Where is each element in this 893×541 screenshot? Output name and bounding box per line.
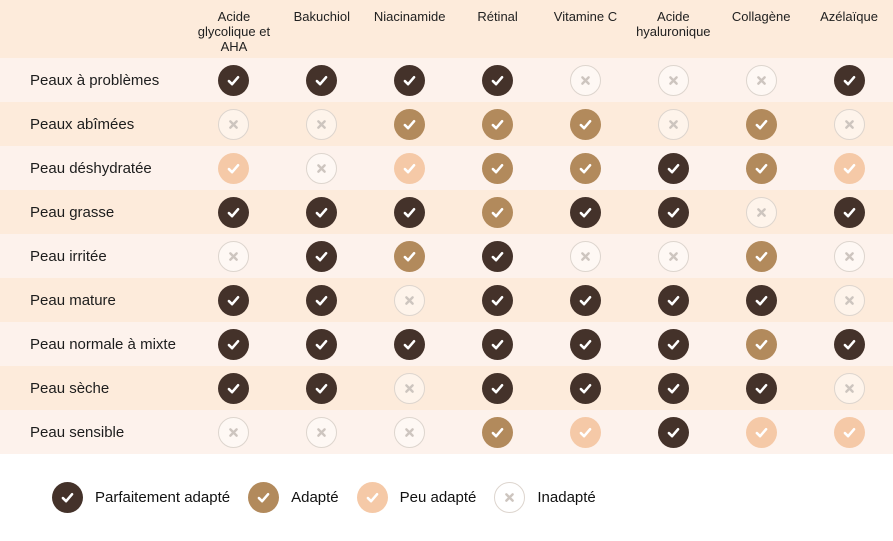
check-glyph [489, 380, 506, 397]
matrix-cell [542, 197, 630, 228]
perfect-check-icon [658, 417, 689, 448]
matrix-cell [717, 65, 805, 96]
cross-glyph [401, 380, 418, 397]
check-glyph [665, 336, 682, 353]
cross-glyph [841, 380, 858, 397]
perfect-check-icon [394, 65, 425, 96]
column-header: Acide glycolique et AHA [197, 9, 271, 54]
cross-glyph [401, 292, 418, 309]
matrix-cell [454, 417, 542, 448]
good-check-icon [570, 109, 601, 140]
table-row [0, 322, 893, 366]
matrix-cell [629, 329, 717, 360]
good-check-icon [570, 153, 601, 184]
matrix-cell [278, 109, 366, 140]
check-glyph [577, 160, 594, 177]
check-glyph [841, 336, 858, 353]
inadapted-x-icon [394, 285, 425, 316]
good-check-icon [746, 109, 777, 140]
good-check-icon [482, 109, 513, 140]
perfect-check-icon [834, 329, 865, 360]
inadapted-x-icon [746, 65, 777, 96]
matrix-cell [542, 241, 630, 272]
perfect-check-icon [570, 373, 601, 404]
legend-label: Parfaitement adapté [95, 489, 231, 506]
matrix-cell [805, 109, 893, 140]
matrix-cell [717, 373, 805, 404]
check-glyph [665, 204, 682, 221]
check-glyph [59, 489, 76, 506]
check-glyph [225, 72, 242, 89]
check-glyph [489, 292, 506, 309]
matrix-cell [190, 285, 278, 316]
matrix-cell [278, 285, 366, 316]
inadapted-x-icon [494, 482, 525, 513]
inadapted-x-icon [834, 241, 865, 272]
inadapted-x-icon [834, 373, 865, 404]
perfect-check-icon [218, 197, 249, 228]
inadapted-x-icon [834, 109, 865, 140]
cross-glyph [313, 160, 330, 177]
matrix-cell [278, 373, 366, 404]
matrix-cell [190, 65, 278, 96]
matrix-cell [366, 417, 454, 448]
check-glyph [255, 489, 272, 506]
check-glyph [665, 424, 682, 441]
perfect-check-icon [482, 373, 513, 404]
perfect-check-icon [658, 373, 689, 404]
check-glyph [225, 160, 242, 177]
check-glyph [489, 336, 506, 353]
cross-glyph [841, 292, 858, 309]
table-row [0, 190, 893, 234]
check-glyph [841, 72, 858, 89]
check-glyph [665, 380, 682, 397]
check-glyph [841, 204, 858, 221]
column-header: Vitamine C [553, 9, 618, 24]
matrix-cell [190, 109, 278, 140]
inadapted-x-icon [746, 197, 777, 228]
inadapted-x-icon [658, 109, 689, 140]
matrix-cell [717, 109, 805, 140]
legend-item [494, 482, 595, 513]
legend-item [357, 482, 477, 513]
cross-glyph [501, 489, 518, 506]
inadapted-x-icon [306, 109, 337, 140]
row-label: Peau sèche [30, 379, 110, 397]
check-glyph [841, 160, 858, 177]
low-check-icon [834, 417, 865, 448]
matrix-cell [366, 109, 454, 140]
matrix-cell [629, 285, 717, 316]
matrix-cell [190, 153, 278, 184]
check-glyph [401, 72, 418, 89]
perfect-check-icon [482, 65, 513, 96]
good-check-icon [482, 153, 513, 184]
inadapted-x-icon [306, 153, 337, 184]
check-glyph [489, 204, 506, 221]
cross-glyph [753, 72, 770, 89]
cross-glyph [841, 116, 858, 133]
check-glyph [489, 424, 506, 441]
matrix-cell [190, 373, 278, 404]
inadapted-x-icon [218, 241, 249, 272]
good-check-icon [482, 197, 513, 228]
row-label: Peau déshydratée [30, 159, 152, 177]
check-glyph [489, 248, 506, 265]
check-glyph [665, 160, 682, 177]
good-check-icon [746, 153, 777, 184]
matrix-cell [805, 285, 893, 316]
perfect-check-icon [482, 285, 513, 316]
matrix-cell [278, 329, 366, 360]
matrix-cell [805, 65, 893, 96]
row-label: Peau normale à mixte [30, 335, 176, 353]
cross-glyph [753, 204, 770, 221]
column-header: Bakuchiol [293, 9, 350, 24]
check-glyph [313, 72, 330, 89]
low-check-icon [357, 482, 388, 513]
perfect-check-icon [218, 285, 249, 316]
matrix-cell [542, 417, 630, 448]
cross-glyph [225, 116, 242, 133]
cross-glyph [665, 72, 682, 89]
matrix-cell [542, 329, 630, 360]
perfect-check-icon [658, 197, 689, 228]
check-glyph [225, 204, 242, 221]
perfect-check-icon [306, 373, 337, 404]
perfect-check-icon [570, 329, 601, 360]
cross-glyph [401, 424, 418, 441]
column-header: Azélaïque [820, 9, 878, 24]
inadapted-x-icon [658, 241, 689, 272]
matrix-cell [805, 329, 893, 360]
matrix-cell [629, 417, 717, 448]
perfect-check-icon [218, 373, 249, 404]
matrix-cell [805, 241, 893, 272]
matrix-cell [278, 65, 366, 96]
matrix-cell [629, 241, 717, 272]
row-label: Peau grasse [30, 203, 115, 221]
check-glyph [841, 424, 858, 441]
legend-label: Inadapté [537, 489, 596, 506]
perfect-check-icon [306, 241, 337, 272]
check-glyph [753, 248, 770, 265]
matrix-cell [717, 417, 805, 448]
matrix-cell [629, 65, 717, 96]
matrix-cell [629, 109, 717, 140]
matrix-cell [454, 109, 542, 140]
check-glyph [577, 380, 594, 397]
good-check-icon [394, 241, 425, 272]
table-row [0, 102, 893, 146]
inadapted-x-icon [306, 417, 337, 448]
matrix-cell [278, 197, 366, 228]
table-row [0, 366, 893, 410]
cross-glyph [665, 248, 682, 265]
perfect-check-icon [394, 197, 425, 228]
matrix-cell [717, 329, 805, 360]
perfect-check-icon [746, 285, 777, 316]
matrix-cell [366, 373, 454, 404]
table-row [0, 278, 893, 322]
legend-item [52, 482, 230, 513]
matrix-cell [542, 153, 630, 184]
check-glyph [313, 292, 330, 309]
cross-glyph [313, 424, 330, 441]
cross-glyph [577, 248, 594, 265]
inadapted-x-icon [658, 65, 689, 96]
good-check-icon [746, 241, 777, 272]
matrix-cell [366, 65, 454, 96]
row-label: Peaux à problèmes [30, 71, 160, 89]
good-check-icon [746, 329, 777, 360]
perfect-check-icon [218, 329, 249, 360]
check-glyph [489, 116, 506, 133]
matrix-cell [629, 373, 717, 404]
perfect-check-icon [746, 373, 777, 404]
check-glyph [225, 292, 242, 309]
matrix-cell [805, 153, 893, 184]
check-glyph [225, 380, 242, 397]
row-label: Peau sensible [30, 423, 125, 441]
inadapted-x-icon [218, 417, 249, 448]
check-glyph [665, 292, 682, 309]
perfect-check-icon [306, 197, 337, 228]
perfect-check-icon [658, 329, 689, 360]
matrix-cell [454, 197, 542, 228]
matrix-cell [542, 285, 630, 316]
check-glyph [401, 336, 418, 353]
matrix-cell [717, 241, 805, 272]
perfect-check-icon [570, 285, 601, 316]
perfect-check-icon [306, 285, 337, 316]
good-check-icon [248, 482, 279, 513]
table-row [0, 58, 893, 102]
cross-glyph [665, 116, 682, 133]
column-header: Collagène [731, 9, 791, 24]
check-glyph [225, 336, 242, 353]
matrix-cell [805, 373, 893, 404]
check-glyph [753, 380, 770, 397]
good-check-icon [482, 417, 513, 448]
matrix-cell [278, 417, 366, 448]
perfect-check-icon [306, 65, 337, 96]
check-glyph [313, 336, 330, 353]
matrix-cell [190, 329, 278, 360]
check-glyph [753, 292, 770, 309]
matrix-cell [454, 285, 542, 316]
perfect-check-icon [482, 241, 513, 272]
legend [0, 454, 893, 541]
check-glyph [577, 204, 594, 221]
matrix-cell [278, 241, 366, 272]
matrix-cell [366, 197, 454, 228]
check-glyph [364, 489, 381, 506]
matrix-cell [366, 329, 454, 360]
perfect-check-icon [834, 197, 865, 228]
matrix-cell [366, 241, 454, 272]
check-glyph [577, 116, 594, 133]
cross-glyph [313, 116, 330, 133]
check-glyph [489, 160, 506, 177]
perfect-check-icon [218, 65, 249, 96]
check-glyph [577, 424, 594, 441]
legend-label: Peu adapté [399, 489, 477, 506]
matrix-cell [366, 153, 454, 184]
row-label: Peau mature [30, 291, 116, 309]
perfect-check-icon [482, 329, 513, 360]
low-check-icon [834, 153, 865, 184]
good-check-icon [394, 109, 425, 140]
matrix-cell [805, 417, 893, 448]
check-glyph [577, 292, 594, 309]
matrix-cell [805, 197, 893, 228]
inadapted-x-icon [394, 373, 425, 404]
column-header: Niacinamide [373, 9, 446, 24]
low-check-icon [394, 153, 425, 184]
inadapted-x-icon [570, 65, 601, 96]
check-glyph [401, 248, 418, 265]
low-check-icon [570, 417, 601, 448]
cross-glyph [841, 248, 858, 265]
inadapted-x-icon [218, 109, 249, 140]
check-glyph [753, 336, 770, 353]
check-glyph [313, 248, 330, 265]
perfect-check-icon [834, 65, 865, 96]
inadapted-x-icon [394, 417, 425, 448]
matrix-cell [542, 109, 630, 140]
row-label: Peau irritée [30, 247, 107, 265]
matrix-cell [454, 153, 542, 184]
perfect-check-icon [394, 329, 425, 360]
check-glyph [401, 204, 418, 221]
perfect-check-icon [570, 197, 601, 228]
matrix-cell [454, 329, 542, 360]
inadapted-x-icon [570, 241, 601, 272]
low-check-icon [218, 153, 249, 184]
table-row [0, 410, 893, 454]
perfect-check-icon [658, 153, 689, 184]
matrix-cell [717, 285, 805, 316]
perfect-check-icon [658, 285, 689, 316]
matrix-cell [278, 153, 366, 184]
check-glyph [753, 116, 770, 133]
column-header: Acide hyaluronique [636, 9, 711, 39]
matrix-cell [366, 285, 454, 316]
matrix-cell [454, 373, 542, 404]
table-row [0, 234, 893, 278]
check-glyph [313, 204, 330, 221]
low-check-icon [746, 417, 777, 448]
cross-glyph [577, 72, 594, 89]
check-glyph [489, 72, 506, 89]
table-row [0, 146, 893, 190]
row-label: Peaux abîmées [30, 115, 135, 133]
matrix-cell [190, 241, 278, 272]
check-glyph [753, 424, 770, 441]
matrix-cell [190, 197, 278, 228]
matrix-cell [454, 65, 542, 96]
table-header [0, 0, 893, 58]
perfect-check-icon [306, 329, 337, 360]
table-body [0, 58, 893, 454]
matrix-cell [542, 373, 630, 404]
check-glyph [753, 160, 770, 177]
matrix-cell [454, 241, 542, 272]
cross-glyph [225, 248, 242, 265]
matrix-cell [542, 65, 630, 96]
check-glyph [577, 336, 594, 353]
check-glyph [401, 160, 418, 177]
legend-item [248, 482, 339, 513]
matrix-cell [717, 153, 805, 184]
check-glyph [401, 116, 418, 133]
matrix-cell [190, 417, 278, 448]
matrix-cell [629, 153, 717, 184]
inadapted-x-icon [834, 285, 865, 316]
perfect-check-icon [52, 482, 83, 513]
cross-glyph [225, 424, 242, 441]
legend-label: Adapté [291, 489, 339, 506]
column-header: Rétinal [477, 9, 518, 24]
matrix-cell [717, 197, 805, 228]
matrix-cell [629, 197, 717, 228]
check-glyph [313, 380, 330, 397]
